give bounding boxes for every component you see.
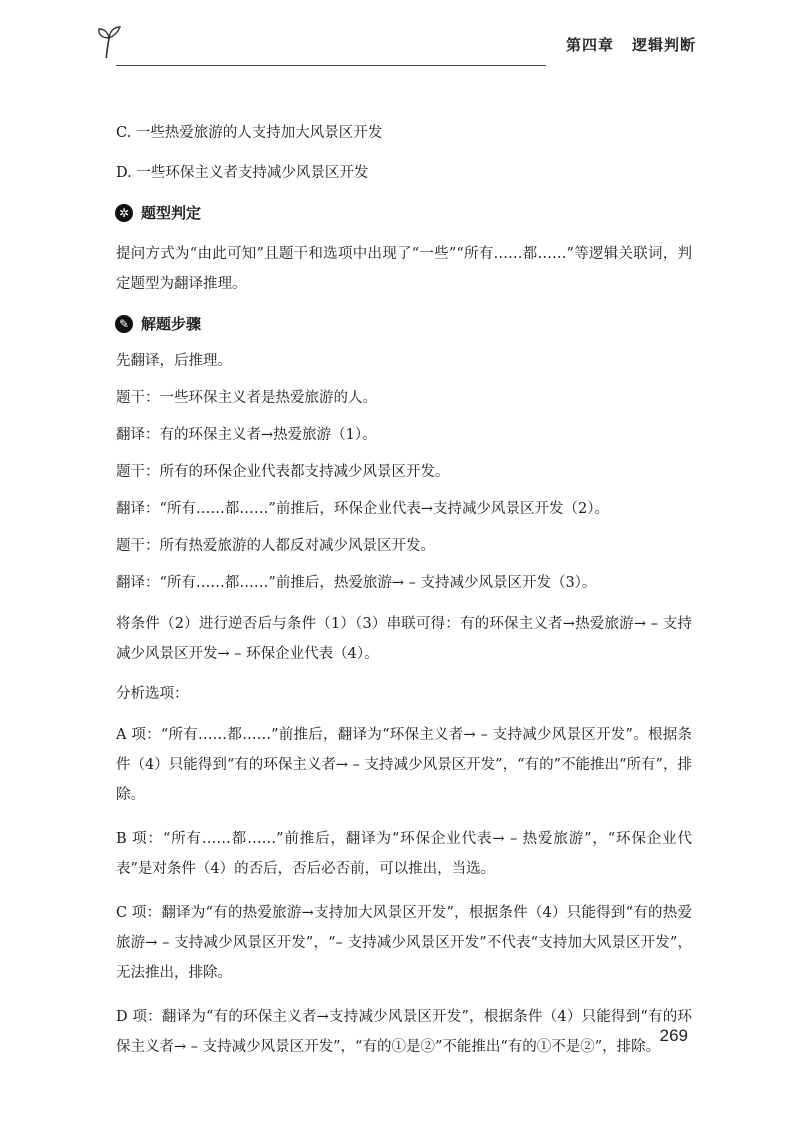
- step-line: 翻译：“所有……都……”前推后，环保企业代表→支持减少风景区开发（2）。: [116, 501, 609, 517]
- option-c: C. 一些热爱旅游的人支持加大风景区开发: [116, 125, 383, 141]
- magnifier-icon: ✎: [115, 315, 133, 333]
- analysis-label: 分析选项：: [116, 686, 189, 702]
- step-line: 题干：所有的环保企业代表都支持减少风景区开发。: [116, 464, 450, 480]
- option-d: D. 一些环保主义者支持减少风景区开发: [116, 165, 369, 181]
- step-line: 翻译：“所有……都……”前推后，热爱旅游→ – 支持减少风景区开发（3）。: [116, 575, 597, 591]
- analysis-c: C 项：翻译为“有的热爱旅游→支持加大风景区开发”，根据条件（4）只能得到“有的热爱旅游→ – 支持减少风景区开发”，“– 支持减少风景区开发”不代表“支持加大风景区开发”，无法推出，排除。: [116, 905, 692, 981]
- step-line: 先翻译，后推理。: [116, 353, 232, 369]
- analysis-d: D 项：翻译为“有的环保主义者→支持减少风景区开发”，根据条件（4）只能得到“有的环保主义者→ – 支持减少风景区开发”，“有的①是②”不能推出“有的①不是②”，排除。: [116, 1009, 692, 1055]
- step-line: 翻译：有的环保主义者→热爱旅游（1）。: [116, 427, 377, 443]
- page-number: 269: [659, 1026, 688, 1045]
- type-heading-label: 题型判定: [141, 204, 202, 222]
- type-paragraph: 提问方式为“由此可知”且题干和选项中出现了“一些”“所有……都……”等逻辑关联词，判定题型为翻译推理。: [116, 246, 692, 292]
- step-line: 题干：所有热爱旅游的人都反对减少风景区开发。: [116, 538, 435, 554]
- type-heading: [115, 202, 692, 223]
- header-rule: [116, 65, 546, 66]
- section-title: 逻辑判断: [631, 36, 696, 54]
- running-header: [96, 24, 696, 58]
- analysis-a: A 项：“所有……都……”前推后，翻译为“环保主义者→ – 支持减少风景区开发”。根据条件（4）只能得到“有的环保主义者→ – 支持减少风景区开发”，“有的”不能推出“所有”，排除。: [116, 727, 692, 803]
- chapter-title: [566, 34, 696, 55]
- chain-paragraph: 将条件（2）进行逆否后与条件（1）（3）串联可得：有的环保主义者→热爱旅游→ – 支持减少风景区开发→ – 环保企业代表（4）。: [116, 616, 692, 662]
- step-line: 题干：一些环保主义者是热爱旅游的人。: [116, 390, 377, 406]
- sprout-icon: [96, 24, 126, 58]
- page-content: [100, 122, 692, 1076]
- steps-heading-label: 解题步骤: [141, 315, 202, 333]
- chapter-number: 第四章: [565, 36, 614, 54]
- analysis-b: B 项：“所有……都……”前推后，翻译为“环保企业代表→ – 热爱旅游”，“环保企业代表”是对条件（4）的否后，否后必否前，可以推出，当选。: [116, 831, 692, 877]
- gear-icon: ✲: [115, 204, 133, 222]
- steps-heading: [115, 313, 692, 334]
